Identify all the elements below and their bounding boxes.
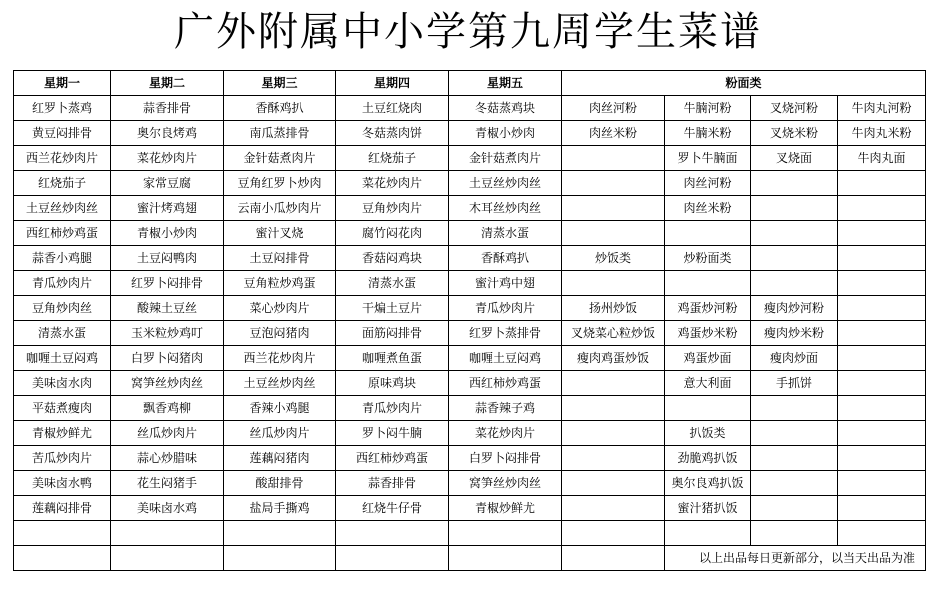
dish-cell: 罗卜闷牛腩 [336,421,449,446]
dish-cell: 窝笋丝炒肉丝 [111,371,224,396]
dish-cell: 鸡蛋炒河粉 [665,296,751,321]
dish-cell: 鸡蛋炒面 [665,346,751,371]
dish-cell [224,521,336,546]
dish-cell: 青椒炒鲜尤 [449,496,562,521]
dish-cell [838,246,926,271]
blank-cell [449,546,562,571]
dish-cell: 西兰花炒肉片 [224,346,336,371]
menu-row [14,221,926,246]
menu-row [14,396,926,421]
dish-cell: 冬菇蒸鸡块 [449,96,562,121]
dish-cell: 青椒小炒肉 [111,221,224,246]
dish-cell: 青椒小炒肉 [449,121,562,146]
dish-cell: 蜜汁叉烧 [224,221,336,246]
dish-cell: 白罗卜闷排骨 [449,446,562,471]
dish-cell: 蒜香辣子鸡 [449,396,562,421]
dish-cell: 青瓜炒肉片 [336,396,449,421]
dish-cell [562,271,665,296]
dish-cell: 瘦肉炒河粉 [751,296,838,321]
dish-cell [751,396,838,421]
weekday-header: 星期四 [336,71,449,96]
dish-cell: 美味卤水鸭 [14,471,111,496]
menu-row [14,521,926,546]
dish-cell: 咖喱土豆闷鸡 [449,346,562,371]
dish-cell: 红烧茄子 [14,171,111,196]
dish-cell: 豆泡闷猪肉 [224,321,336,346]
dish-cell: 咖喱土豆闷鸡 [14,346,111,371]
dish-cell: 玉米粒炒鸡叮 [111,321,224,346]
dish-cell [562,396,665,421]
dish-cell: 牛肉丸米粉 [838,121,926,146]
dish-cell: 蒜香小鸡腿 [14,246,111,271]
dish-cell: 面筋闷排骨 [336,321,449,346]
dish-cell [665,271,751,296]
dish-cell [838,471,926,496]
dish-cell: 扒饭类 [665,421,751,446]
dish-cell: 红罗卜闷排骨 [111,271,224,296]
dish-cell: 云南小瓜炒肉片 [224,196,336,221]
dish-cell: 清蒸水蛋 [14,321,111,346]
dish-cell: 牛腩河粉 [665,96,751,121]
dish-cell: 奥尔良鸡扒饭 [665,471,751,496]
dish-cell: 蜜汁猪扒饭 [665,496,751,521]
dish-cell: 飘香鸡柳 [111,396,224,421]
dish-cell [562,221,665,246]
dish-cell [562,421,665,446]
dish-cell [562,446,665,471]
menu-row [14,321,926,346]
dish-cell: 菜花炒肉片 [111,146,224,171]
dish-cell: 红罗卜蒸排骨 [449,321,562,346]
dish-cell: 肉丝河粉 [562,96,665,121]
dish-cell [838,371,926,396]
noodle-header: 粉面类 [562,71,926,96]
menu-row [14,246,926,271]
footer-note: 以上出品每日更新部分，以当天出品为准 [665,546,926,571]
dish-cell [562,496,665,521]
dish-cell: 黄豆闷排骨 [14,121,111,146]
menu-row [14,371,926,396]
blank-cell [111,546,224,571]
dish-cell [751,446,838,471]
dish-cell: 土豆闷排骨 [224,246,336,271]
dish-cell [838,171,926,196]
dish-cell: 红烧茄子 [336,146,449,171]
dish-cell: 叉烧菜心粒炒饭 [562,321,665,346]
dish-cell [14,521,111,546]
dish-cell: 叉烧面 [751,146,838,171]
dish-cell: 瘦肉炒面 [751,346,838,371]
dish-cell: 炒饭类 [562,246,665,271]
dish-cell [665,221,751,246]
dish-cell: 窝笋丝炒肉丝 [449,471,562,496]
menu-row [14,496,926,521]
dish-cell [751,246,838,271]
dish-cell: 金针菇煮肉片 [224,146,336,171]
dish-cell: 肉丝河粉 [665,171,751,196]
menu-row [14,271,926,296]
dish-cell [562,521,665,546]
blank-cell [336,546,449,571]
dish-cell [562,471,665,496]
dish-cell [838,321,926,346]
dish-cell [751,521,838,546]
dish-cell: 莲藕闷猪肉 [224,446,336,471]
dish-cell: 豆角炒肉丝 [14,296,111,321]
dish-cell: 奥尔良烤鸡 [111,121,224,146]
dish-cell: 清蒸水蛋 [449,221,562,246]
dish-cell: 土豆丝炒肉丝 [449,171,562,196]
dish-cell [838,496,926,521]
dish-cell: 家常豆腐 [111,171,224,196]
dish-cell: 罗卜牛腩面 [665,146,751,171]
dish-cell: 酸辣土豆丝 [111,296,224,321]
dish-cell: 豆角炒肉片 [336,196,449,221]
weekday-header: 星期三 [224,71,336,96]
dish-cell: 菜心炒肉片 [224,296,336,321]
dish-cell: 豆角红罗卜炒肉 [224,171,336,196]
blank-cell [14,546,111,571]
dish-cell: 平菇煮瘦肉 [14,396,111,421]
dish-cell: 香酥鸡扒 [224,96,336,121]
dish-cell: 南瓜蒸排骨 [224,121,336,146]
weekday-header: 星期二 [111,71,224,96]
menu-row [14,171,926,196]
dish-cell: 咖喱煮鱼蛋 [336,346,449,371]
dish-cell: 蒜香排骨 [336,471,449,496]
dish-cell: 清蒸水蛋 [336,271,449,296]
dish-cell: 木耳丝炒肉丝 [449,196,562,221]
dish-cell: 蒜香排骨 [111,96,224,121]
dish-cell: 西兰花炒肉片 [14,146,111,171]
dish-cell: 青椒炒鲜尤 [14,421,111,446]
dish-cell: 腐竹闷花肉 [336,221,449,246]
dish-cell [838,346,926,371]
menu-row [14,471,926,496]
dish-cell: 菜花炒肉片 [449,421,562,446]
page-title: 广外附属中小学第九周学生菜谱 [174,9,762,55]
dish-cell: 土豆丝炒肉丝 [224,371,336,396]
dish-cell [562,196,665,221]
dish-cell: 白罗卜闷猪肉 [111,346,224,371]
dish-cell: 香酥鸡扒 [449,246,562,271]
dish-cell: 叉烧米粉 [751,121,838,146]
dish-cell: 青瓜炒肉片 [14,271,111,296]
menu-table [13,70,926,571]
dish-cell: 蒜心炒腊味 [111,446,224,471]
dish-cell [665,521,751,546]
dish-cell [751,171,838,196]
dish-cell [838,521,926,546]
dish-cell [562,371,665,396]
menu-row [14,196,926,221]
menu-row [14,146,926,171]
dish-cell: 土豆红烧肉 [336,96,449,121]
dish-cell: 原味鸡块 [336,371,449,396]
dish-cell: 红罗卜蒸鸡 [14,96,111,121]
dish-cell [111,521,224,546]
dish-cell: 美味卤水鸡 [111,496,224,521]
dish-cell: 土豆丝炒肉丝 [14,196,111,221]
menu-row [14,421,926,446]
menu-row [14,346,926,371]
footer-row [14,546,926,571]
dish-cell: 莲藕闷排骨 [14,496,111,521]
dish-cell [751,271,838,296]
dish-cell: 手抓饼 [751,371,838,396]
dish-cell: 丝瓜炒肉片 [111,421,224,446]
dish-cell: 香菇闷鸡块 [336,246,449,271]
dish-cell: 劲脆鸡扒饭 [665,446,751,471]
blank-cell [224,546,336,571]
dish-cell [751,496,838,521]
dish-cell: 西红柿炒鸡蛋 [449,371,562,396]
dish-cell: 鸡蛋炒米粉 [665,321,751,346]
dish-cell [838,271,926,296]
dish-cell: 豆角粒炒鸡蛋 [224,271,336,296]
dish-cell [751,221,838,246]
dish-cell: 青瓜炒肉片 [449,296,562,321]
menu-row [14,296,926,321]
dish-cell [336,521,449,546]
dish-cell [838,396,926,421]
dish-cell: 蜜汁烤鸡翅 [111,196,224,221]
dish-cell: 瘦肉炒米粉 [751,321,838,346]
dish-cell [665,396,751,421]
dish-cell: 意大利面 [665,371,751,396]
dish-cell [449,521,562,546]
dish-cell [838,296,926,321]
dish-cell: 酸甜排骨 [224,471,336,496]
dish-cell [838,221,926,246]
dish-cell: 红烧牛仔骨 [336,496,449,521]
blank-cell [562,546,665,571]
dish-cell [562,146,665,171]
dish-cell: 牛腩米粉 [665,121,751,146]
dish-cell: 肉丝米粉 [665,196,751,221]
dish-cell [751,196,838,221]
dish-cell: 花生闷猪手 [111,471,224,496]
dish-cell: 扬州炒饭 [562,296,665,321]
dish-cell [751,421,838,446]
dish-cell: 炒粉面类 [665,246,751,271]
dish-cell: 菜花炒肉片 [336,171,449,196]
dish-cell [751,471,838,496]
dish-cell: 冬菇蒸肉饼 [336,121,449,146]
dish-cell: 蜜汁鸡中翅 [449,271,562,296]
dish-cell: 丝瓜炒肉片 [224,421,336,446]
dish-cell: 瘦肉鸡蛋炒饭 [562,346,665,371]
dish-cell: 香辣小鸡腿 [224,396,336,421]
dish-cell: 金针菇煮肉片 [449,146,562,171]
dish-cell: 牛肉丸面 [838,146,926,171]
dish-cell: 叉烧河粉 [751,96,838,121]
dish-cell: 肉丝米粉 [562,121,665,146]
dish-cell: 牛肉丸河粉 [838,96,926,121]
dish-cell: 西红柿炒鸡蛋 [14,221,111,246]
dish-cell: 盐局手撕鸡 [224,496,336,521]
weekday-header: 星期五 [449,71,562,96]
dish-cell [562,171,665,196]
dish-cell: 西红柿炒鸡蛋 [336,446,449,471]
dish-cell [838,421,926,446]
header-row [14,71,926,96]
dish-cell: 干煸土豆片 [336,296,449,321]
menu-row [14,96,926,121]
dish-cell [838,196,926,221]
dish-cell: 苦瓜炒肉片 [14,446,111,471]
dish-cell: 土豆闷鸭肉 [111,246,224,271]
menu-row [14,446,926,471]
dish-cell: 美味卤水肉 [14,371,111,396]
dish-cell [838,446,926,471]
menu-row [14,121,926,146]
weekday-header: 星期一 [14,71,111,96]
